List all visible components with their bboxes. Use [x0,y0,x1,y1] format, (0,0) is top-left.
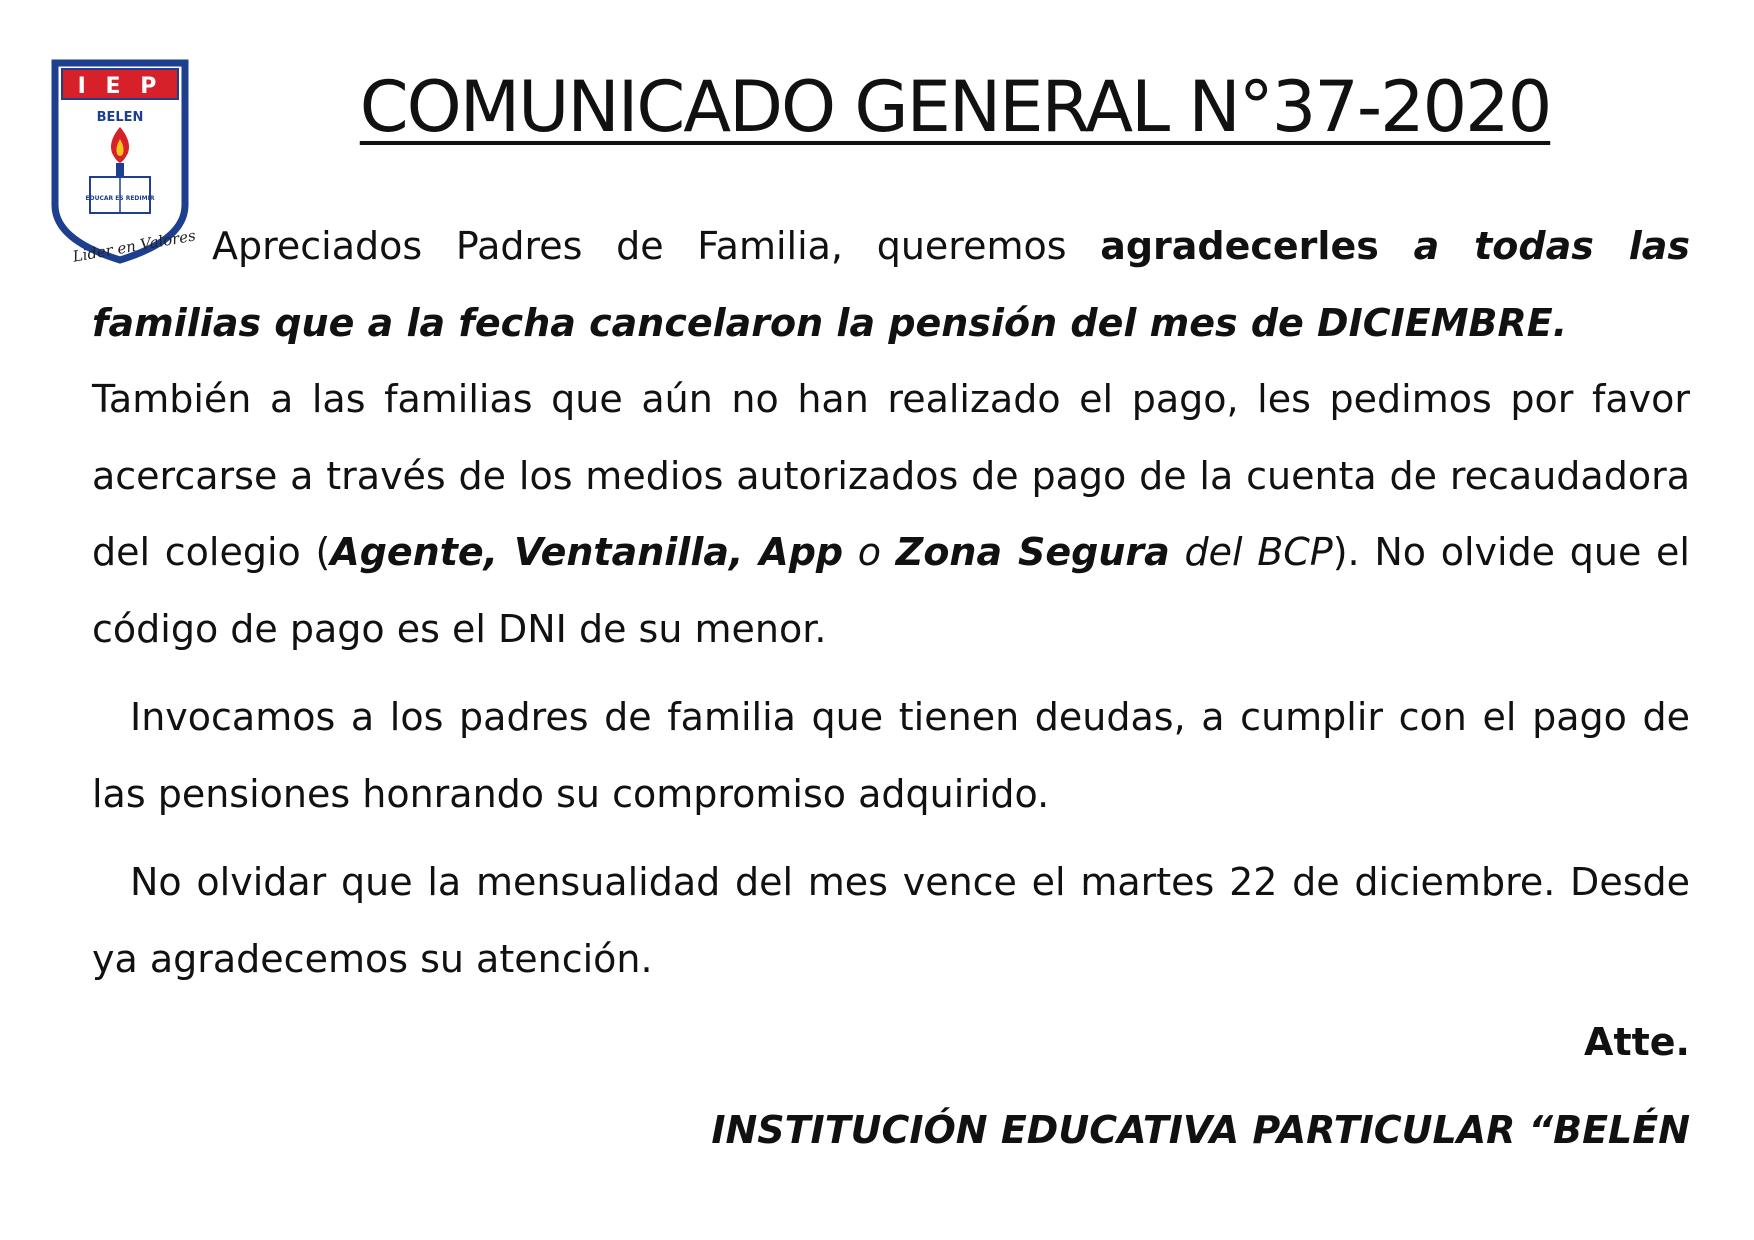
page-title: COMUNICADO GENERAL N°37-2020 [359,66,1551,148]
logo-name-text: BELEN [96,110,144,125]
paragraph-due-date: No olvidar que la mensualidad del mes vence el martes 22 de diciembre. Desde ya agradecemos su atención. [92,860,1690,981]
logo-iep-text: I E P [77,74,163,99]
institution-signature: INSTITUCIÓN EDUCATIVA PARTICULAR “BELÉN [711,1108,1690,1152]
closing-atte: Atte. [1584,1020,1690,1064]
thanks-bold-italic: a todas las familias que a la fecha cancelaron la pensión del mes de DICIEMBRE. [92,224,1690,345]
payment-channels: Agente, Ventanilla, App [330,530,844,574]
paragraph-debts: Invocamos a los padres de familia que tienen deudas, a cumplir con el pago de las pensiones honrando su compromiso adquirido. [92,695,1690,816]
payment-text: También a las familias que aún no han realizado el pago, les pedimos por favor acercarse a través de los medios autorizados de pago de la cuenta de recaudadora del colegio ( [92,377,1690,574]
logo-motto-text: Lider en Valores [71,226,197,266]
payment-bank: del BCP [1169,530,1333,574]
thanks-text: Apreciados Padres de Familia, queremos [212,224,1101,268]
thanks-bold: agradecerles [1100,224,1414,268]
payment-zone: Zona Segura [895,530,1170,574]
payment-or: o [843,530,896,574]
paragraph-thanks [92,208,1690,667]
letter-body [92,208,1690,997]
logo-book-text: EDUCAR ES REDIMIR [85,195,155,202]
payment-code-text: ). No olvide que el código de pago es el DNI de su menor. [92,530,1690,651]
